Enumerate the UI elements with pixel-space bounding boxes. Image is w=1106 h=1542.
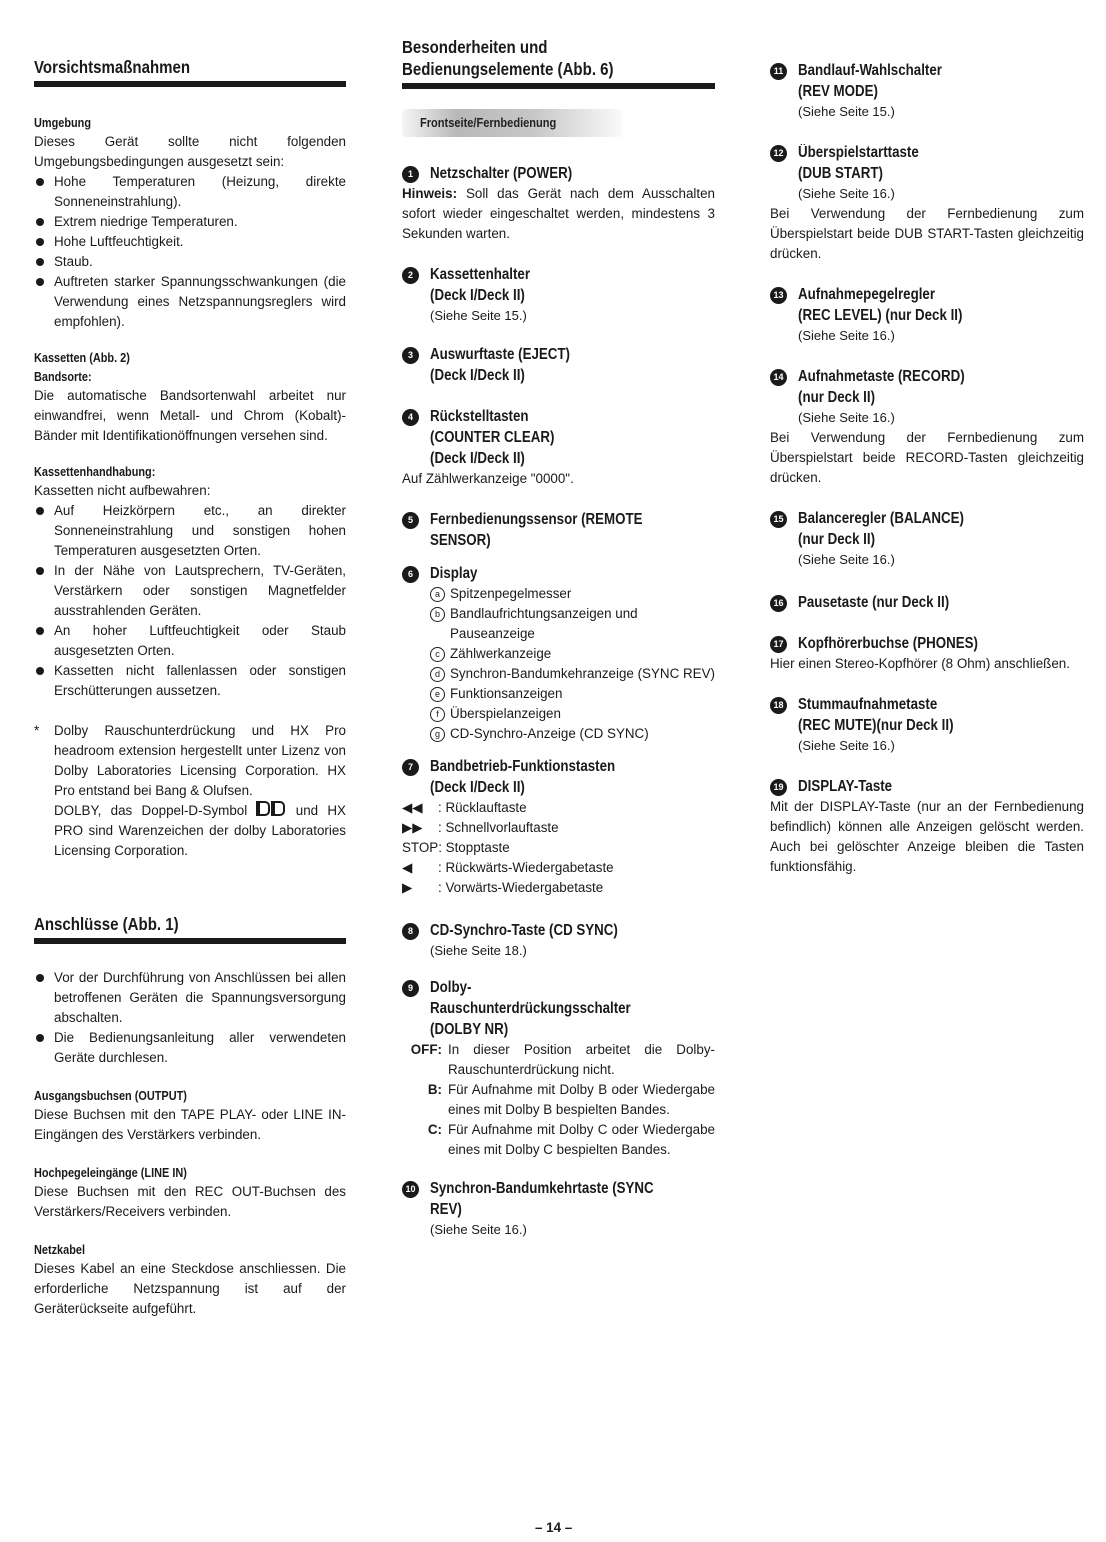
line-in-text: Diese Buchsen mit den REC OUT-Buchsen des Verstärkers/Receivers verbinden. [34,1184,346,1219]
rewind-icon: ◀◀ [402,800,423,815]
list-item: Kassetten nicht fallenlassen oder sonstigen Erschütterungen aussetzen. [34,661,346,701]
list-item [402,878,715,898]
sub-item-text: Überspielanzeigen [450,706,561,721]
env-text: Dieses Gerät sollte nicht folgenden Umgebungsbedingungen ausgesetzt sein: [34,134,346,169]
list-item: An hoher Luftfeuchtigkeit oder Staub ausgesetzten Orten. [34,621,346,661]
page-ref: (Siehe Seite 16.) [798,552,895,567]
list-item: Auftreten starker Spannungsschwankungen (die Verwendung eines Netzspannungsreglers wird empfohlen). [34,272,346,332]
dolby-note-text-2a: DOLBY, das Doppel-D-Symbol [54,803,248,818]
display-sublist [430,584,715,744]
item-title-2: (Deck I/Deck II) [430,287,525,304]
list-item [430,664,715,684]
list-item: Die Bedienungsanleitung aller verwendeten Geräte durchlesen. [34,1028,346,1068]
item-rec-mute [770,694,1084,756]
key-desc: : Schnellvorlauftaste [438,820,559,835]
list-item [402,818,715,838]
asterisk: * [34,723,40,738]
item-counter-clear [402,406,715,469]
circled-letter: c [430,647,445,662]
item-cassette-holder [402,264,715,326]
key-desc: : Stopptaste [438,840,510,855]
number-badge: 18 [770,697,787,714]
item-title: Überspielstarttaste [798,144,919,161]
forward-play-icon: ▶ [402,880,413,895]
item-title: Synchron-Bandumkehrtaste (SYNC [430,1180,654,1197]
sub-item-text: Synchron-Bandumkehranzeige (SYNC REV) [450,666,715,681]
output-heading: Ausgangsbuchsen (OUTPUT) [34,1088,187,1103]
sub-item-text: CD-Synchro-Anzeige (CD SYNC) [450,726,649,741]
number-badge: 11 [770,63,787,80]
circled-letter: b [430,607,445,622]
item-title: Display [430,565,478,582]
dolby-note-text-2 [54,801,346,861]
list-item [392,1120,715,1160]
list-item [402,798,715,818]
dolby-nr-options [402,1040,715,1160]
key-desc: : Vorwärts-Wiedergabetaste [438,880,604,895]
section-title-features-l1: Besonderheiten und [402,37,548,57]
dub-start-desc: Bei Verwendung der Fernbedienung zum Überspielstart beide DUB START-Tasten gleichzeitig drücken. [770,206,1084,261]
page-ref: (Siehe Seite 16.) [430,1222,527,1237]
item-display-key [770,776,1084,797]
item-title-3: (Deck I/Deck II) [430,450,525,467]
item-record [770,366,1084,428]
item-title-2: (REC MUTE)(nur Deck II) [798,717,954,734]
option-key: OFF: [410,1042,442,1057]
number-badge: 9 [402,980,419,997]
option-key: C: [427,1122,442,1137]
circled-letter: g [430,727,445,742]
stop-label: STOP [402,840,439,855]
list-item [430,684,715,704]
number-badge: 10 [402,1181,419,1198]
number-badge: 2 [402,267,419,284]
option-desc: Für Aufnahme mit Dolby B oder Wiedergabe eines mit Dolby B bespielten Bandes. [448,1082,715,1117]
number-badge: 19 [770,779,787,796]
power-cord-heading: Netzkabel [34,1242,85,1257]
item-title: Balanceregler (BALANCE) [798,510,964,527]
number-badge: 12 [770,145,787,162]
item-eject [402,344,715,386]
item-title-2: (REC LEVEL) (nur Deck II) [798,307,963,324]
item-title: Dolby- [430,979,472,996]
item-title: Aufnahmetaste (RECORD) [798,368,965,385]
circled-letter: f [430,707,445,722]
circled-letter: d [430,667,445,682]
display-key-desc: Mit der DISPLAY-Taste (nur an der Fernbedienung befindlich) können alle Anzeigen gelöscht werden. Auch bei gelöschter Anzeige bleiben die Tasten funktionsfähig. [770,799,1084,874]
circled-letter: a [430,587,445,602]
double-d-icon [256,803,286,818]
page-ref: (Siehe Seite 16.) [798,410,895,425]
handling-list [34,501,346,701]
item-phones [770,633,1084,654]
number-badge: 8 [402,923,419,940]
output-text: Diese Buchsen mit den TAPE PLAY- oder LINE IN-Eingängen des Verstärkers verbinden. [34,1107,346,1142]
env-heading: Umgebung [34,115,92,130]
line-in-heading: Hochpegeleingänge (LINE IN) [34,1165,187,1180]
circled-letter: e [430,687,445,702]
number-badge: 17 [770,636,787,653]
item-dolby-nr [402,977,715,1040]
item-title-3: (DOLBY NR) [430,1021,509,1038]
item-title: Pausetaste (nur Deck II) [798,594,950,611]
fast-forward-icon: ▶▶ [402,820,423,835]
list-item [402,838,715,858]
item-title-2: (Deck I/Deck II) [430,779,525,796]
list-item [392,1080,715,1120]
list-item: In der Nähe von Lautsprechern, TV-Geräten, Verstärkern oder sonstigen Magnetfelder ausstrahlenden Geräten. [34,561,346,621]
item-rec-level [770,284,1084,346]
number-badge: 14 [770,369,787,386]
item-title: CD-Synchro-Taste (CD SYNC) [430,922,618,939]
item-title-2: REV) [430,1201,462,1218]
dolby-note-text-2b: und HX PRO sind Warenzeichen der dolby Laboratories Licensing Corporation. [54,803,346,858]
list-item [430,584,715,604]
option-desc: Für Aufnahme mit Dolby C oder Wiedergabe eines mit Dolby C bespielten Bandes. [448,1122,715,1157]
option-key: B: [427,1082,442,1097]
page-ref: (Siehe Seite 16.) [798,328,895,343]
page-ref: (Siehe Seite 16.) [798,738,895,753]
connections-list [34,968,346,1068]
item-title: Stummaufnahmetaste [798,696,938,713]
page-ref: (Siehe Seite 18.) [430,943,527,958]
sub-item-text: Spitzenpegelmesser [450,586,572,601]
item-power [402,163,715,184]
item-title: Netzschalter (POWER) [430,165,573,182]
item-title-2: (COUNTER CLEAR) [430,429,555,446]
item-title-2: (nur Deck II) [798,389,876,406]
dolby-note-text-1: Dolby Rauschunterdrückung und HX Pro headroom extension hergestellt unter Lizenz von Dolby Laboratories Licensing Corporation. HX Pro entstand bei Bang & Olufsen. [54,723,346,798]
item-title: Rückstelltasten [430,408,529,425]
transport-key-list [402,798,715,898]
page-number: – 14 – [535,1520,573,1535]
hint-label: Hinweis: [402,186,458,201]
banner-label: Frontseite/Fernbedienung [420,115,557,130]
item-title: DISPLAY-Taste [798,778,893,795]
list-item [402,858,715,878]
tape-type-text: Die automatische Bandsortenwahl arbeitet nur einwandfrei, wenn Metall- und Chrom (Kobalt)-Bänder mit Identifikationöffnungen versehen sind. [34,388,346,443]
section-title-precautions: Vorsichtsmaßnahmen [34,57,191,77]
item-pause [770,592,1084,613]
item-title: Aufnahmepegelregler [798,286,936,303]
item-title-2: (DUB START) [798,165,883,182]
dolby-note [34,721,346,861]
item-sync-rev [402,1178,715,1240]
page-ref: (Siehe Seite 15.) [430,308,527,323]
column-left [34,56,346,1319]
sub-item-text: Zählwerkanzeige [450,646,552,661]
handling-text: Kassetten nicht aufbewahren: [34,483,211,498]
env-list [34,172,346,332]
item-rev-mode [770,60,1084,122]
item-title: Kassettenhalter [430,266,531,283]
number-badge: 5 [402,512,419,529]
section-rule [402,83,715,89]
number-badge: 15 [770,511,787,528]
power-hint [402,184,715,244]
hint-text: Soll das Gerät nach dem Ausschalten sofort wieder eingeschaltet werden, mindestens 3 Sekunden warten. [402,186,715,241]
number-badge: 16 [770,595,787,612]
list-item [430,724,715,744]
list-item [430,644,715,664]
sub-item-text: Bandlaufrichtungsanzeigen und Pauseanzeige [450,606,638,641]
number-badge: 13 [770,287,787,304]
list-item: Staub. [34,252,346,272]
section-title-features-l2: Bedienungselemente (Abb. 6) [402,59,614,79]
column-right [770,60,1084,877]
option-desc: In dieser Position arbeitet die Dolby-Rauschunterdrückung nicht. [448,1042,715,1077]
list-item: Auf Heizkörpern etc., an direkter Sonneneinstrahlung und sonstigen hohen Temperaturen ausgesetzten Orten. [34,501,346,561]
section-title-connections: Anschlüsse (Abb. 1) [34,914,179,934]
item-title-2: SENSOR) [430,532,491,549]
number-badge: 6 [402,566,419,583]
item-balance [770,508,1084,570]
list-item [392,1040,715,1080]
item-title-2: (nur Deck II) [798,531,876,548]
list-item: Hohe Luftfeuchtigkeit. [34,232,346,252]
cassettes-heading: Kassetten (Abb. 2) [34,350,130,365]
tape-type-heading: Bandsorte: [34,369,92,384]
power-cord-text: Dieses Kabel an eine Steckdose anschliessen. Die erforderliche Netzspannung ist auf der Geräterückseite aufgeführt. [34,1261,346,1316]
item-title-2: (REV MODE) [798,83,878,100]
record-desc: Bei Verwendung der Fernbedienung zum Überspielstart beide RECORD-Tasten gleichzeitig drücken. [770,430,1084,485]
handling-heading: Kassettenhandhabung: [34,464,156,479]
reverse-play-icon: ◀ [402,860,413,875]
number-badge: 7 [402,759,419,776]
list-item: Hohe Temperaturen (Heizung, direkte Sonneneinstrahlung). [34,172,346,212]
item-title-2: Rauschunterdrückungsschalter [430,1000,631,1017]
list-item [430,704,715,724]
item-transport-keys [402,756,715,798]
item-title: Fernbedienungssensor (REMOTE [430,511,643,528]
list-item: Vor der Durchführung von Anschlüssen bei allen betroffenen Geräten die Spannungsversorgung abschalten. [34,968,346,1028]
key-desc: : Rücklauftaste [438,800,527,815]
number-badge: 1 [402,166,419,183]
item-cd-sync [402,920,715,961]
item-title: Bandlauf-Wahlschalter [798,62,942,79]
item-dub-start [770,142,1084,204]
item-title: Kopfhörerbuchse (PHONES) [798,635,978,652]
item-display [402,563,715,744]
page-ref: (Siehe Seite 15.) [798,104,895,119]
item-title: Auswurftaste (EJECT) [430,346,570,363]
list-item [430,604,715,644]
number-badge: 3 [402,347,419,364]
item-remote-sensor [402,509,715,551]
number-badge: 4 [402,409,419,426]
counter-desc: Auf Zählwerkanzeige "0000". [402,471,574,486]
sub-item-text: Funktionsanzeigen [450,686,563,701]
phones-desc: Hier einen Stereo-Kopfhörer (8 Ohm) anschließen. [770,656,1070,671]
item-title: Bandbetrieb-Funktionstasten [430,758,616,775]
front-remote-banner [402,109,622,137]
list-item: Extrem niedrige Temperaturen. [34,212,346,232]
key-desc: : Rückwärts-Wiedergabetaste [438,860,614,875]
page-ref: (Siehe Seite 16.) [798,186,895,201]
column-middle [402,36,715,1240]
item-title-2: (Deck I/Deck II) [430,367,525,384]
